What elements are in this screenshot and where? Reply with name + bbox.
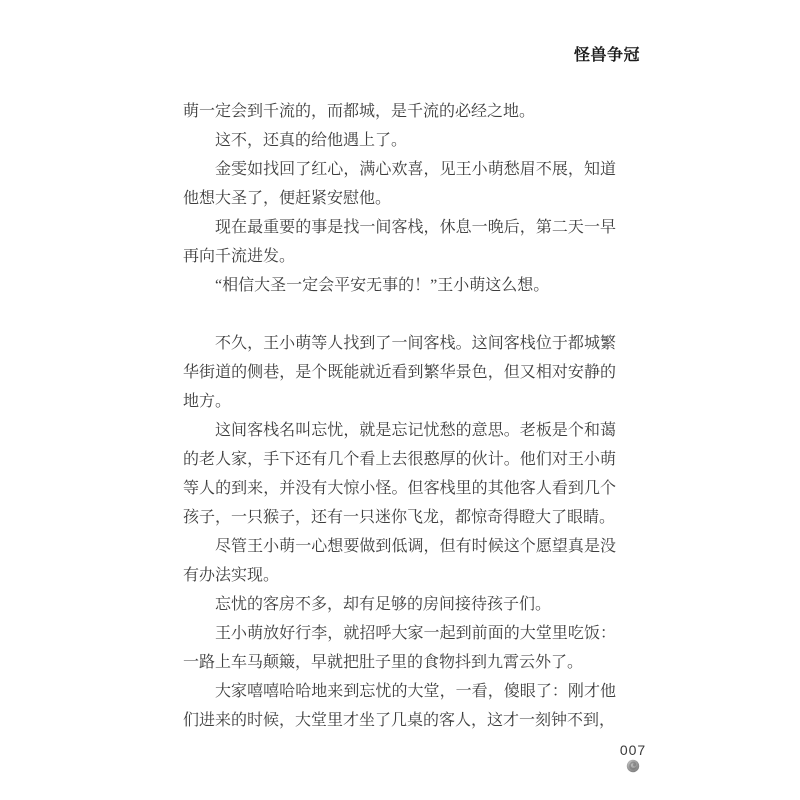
paragraph-continuation: 萌一定会到千流的，而都城，是千流的必经之地。 [183, 103, 536, 120]
paragraph: 这不，还真的给他遇上了。 [215, 132, 408, 149]
paragraph: 这间客栈名叫忘忧，就是忘记忧愁的意思。老板是个和蔼的老人家，手下还有几个看上去很憨厚的伙计。他们对王小萌等人的到来，并没有大惊小怪。但客栈里的其他客人看到几个孩子，一只猴子，还有一只迷你飞龙，都惊奇得瞪大了眼睛。 [183, 422, 616, 526]
page-number: 007 [619, 742, 647, 758]
publisher-seal-icon [626, 759, 640, 773]
paragraph-section-start: 不久，王小萌等人找到了一间客栈。这间客栈位于都城繁华街道的侧巷，是个既能就近看到繁华景色，但又相对安静的地方。 [183, 335, 616, 410]
paragraph: “相信大圣一定会平安无事的！”王小萌这么想。 [215, 277, 550, 294]
paragraph: 尽管王小萌一心想要做到低调，但有时候这个愿望真是没有办法实现。 [183, 538, 616, 584]
paragraph: 忘忧的客房不多，却有足够的房间接待孩子们。 [215, 596, 552, 613]
paragraph: 大家嘻嘻哈哈地来到忘忧的大堂，一看，傻眼了：刚才他们进来的时候，大堂里才坐了几桌的客人，这才一刻钟不到， [183, 683, 616, 729]
running-head-book-title: 怪兽争冠 [573, 47, 640, 64]
body-text-block [183, 97, 616, 735]
paragraph: 金雯如找回了红心，满心欢喜，见王小萌愁眉不展，知道他想大圣了，便赶紧安慰他。 [183, 161, 616, 207]
paragraph: 现在最重要的事是找一间客栈，休息一晚后，第二天一早再向千流进发。 [183, 219, 616, 265]
paragraph: 王小萌放好行李，就招呼大家一起到前面的大堂里吃饭：一路上车马颠簸，早就把肚子里的食物抖到九霄云外了。 [183, 625, 616, 671]
